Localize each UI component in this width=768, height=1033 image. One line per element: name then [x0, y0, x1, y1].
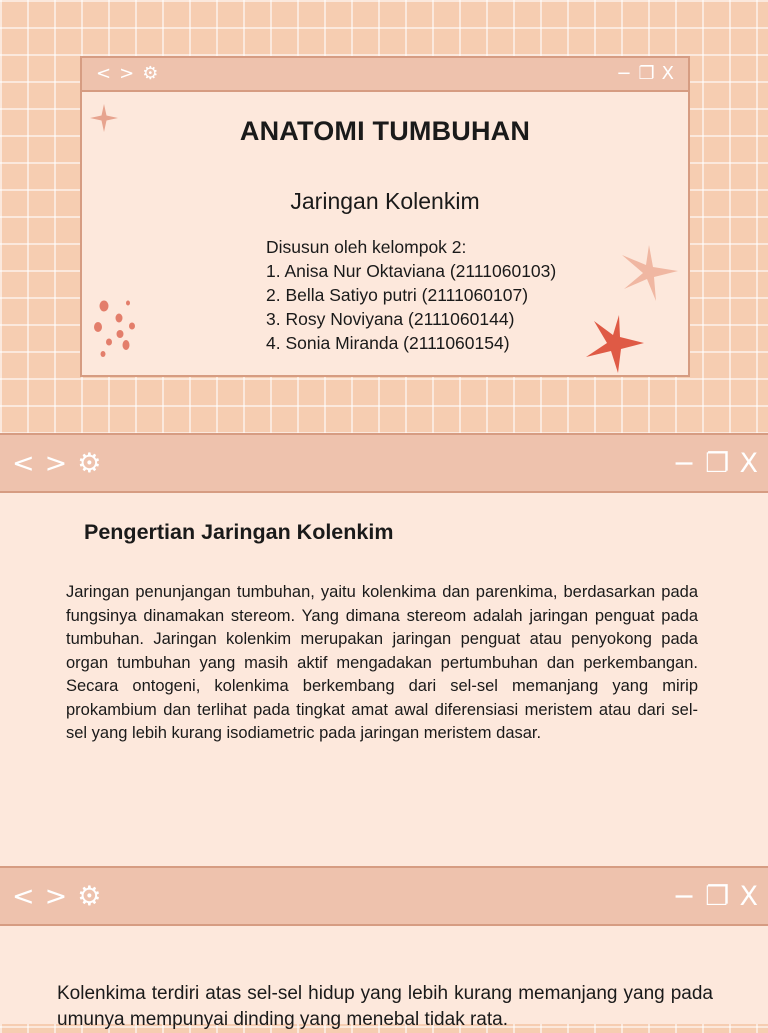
minimize-icon[interactable]: − — [616, 63, 632, 84]
red-star-icon — [584, 313, 646, 375]
title-card-window — [80, 56, 690, 377]
structure-titlebar — [0, 868, 768, 926]
gear-icon[interactable]: ⚙ — [77, 880, 102, 912]
member-item: 3. Rosy Noviyana (2111060144) — [266, 309, 515, 329]
slide-title: ANATOMI TUMBUHAN — [239, 116, 531, 146]
dots-decoration-icon — [92, 298, 148, 362]
member-item: 2. Bella Satiyo putri (2111060107) — [266, 285, 529, 305]
structure-paragraph: Kolenkima terdiri atas sel-sel hidup yang lebih kurang memanjang yang pada umunya mempunyai dinding yang menebal tidak rata. — [57, 983, 713, 1030]
forward-icon[interactable]: > — [44, 880, 68, 912]
minimize-icon[interactable]: − — [672, 880, 696, 912]
gear-icon[interactable]: ⚙ — [77, 447, 102, 479]
definition-window — [0, 433, 768, 867]
slide-subtitle: Jaringan Kolenkim — [290, 188, 480, 214]
close-icon[interactable]: X — [661, 63, 674, 84]
close-icon[interactable]: X — [739, 880, 758, 912]
minimize-icon[interactable]: − — [672, 447, 696, 479]
back-icon[interactable]: < — [12, 880, 35, 912]
close-icon[interactable]: X — [739, 447, 758, 479]
definition-titlebar — [0, 435, 768, 493]
definition-paragraph: Jaringan penunjangan tumbuhan, yaitu kolenkima dan parenkima, berdasarkan pada fungsinya dinamakan stereom. Yang dimana stereom adalah jaringan penguat pada tumbuhan. Jaringan kolenkim merupakan jaringan penguat atau penyokong pada organ tumbuhan yang masih aktif mengadakan pertumbuhan dan perkembangan. Secara ontogeni, kolenkima berkembang dari sel-sel memanjang yang mirip prokambium dan terlihat pada tingkat amat awal diferensiasi meristem atau dari sel-sel yang lebih kurang isodiametric pada jaringan meristem dasar. — [66, 583, 698, 742]
title-card-titlebar — [82, 58, 688, 92]
authors-block — [266, 235, 556, 355]
maximize-icon[interactable]: ❐ — [705, 447, 730, 479]
structure-window — [0, 866, 768, 1030]
forward-icon[interactable]: > — [44, 447, 68, 479]
gear-icon[interactable]: ⚙ — [142, 63, 159, 84]
back-icon[interactable]: < — [12, 447, 35, 479]
back-icon[interactable]: < — [96, 63, 112, 84]
authors-heading: Disusun oleh kelompok 2: — [266, 237, 467, 257]
member-item: 1. Anisa Nur Oktaviana (2111060103) — [266, 261, 557, 281]
section-heading: Pengertian Jaringan Kolenkim — [84, 520, 394, 544]
maximize-icon[interactable]: ❐ — [638, 63, 655, 84]
maximize-icon[interactable]: ❐ — [705, 880, 730, 912]
forward-icon[interactable]: > — [119, 63, 135, 84]
pale-star-icon — [618, 243, 680, 303]
member-item: 4. Sonia Miranda (2111060154) — [266, 333, 510, 353]
